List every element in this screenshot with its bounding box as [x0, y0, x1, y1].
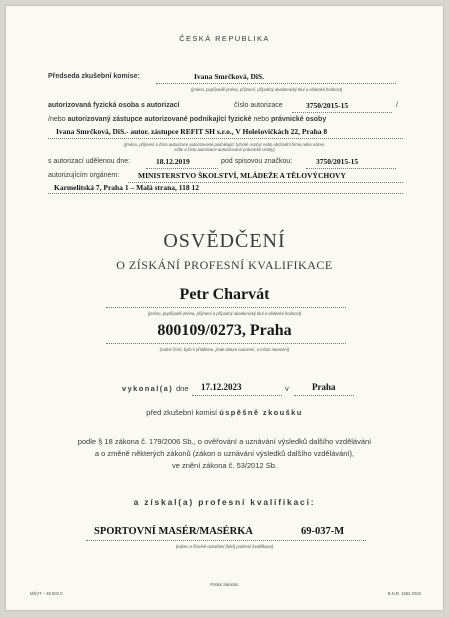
rep-part4: právnické osoby: [270, 116, 327, 123]
holder-id-hint: (rodné číslo, bylo-li přiděleno, jinak datum narození, a místo narození): [159, 347, 290, 352]
footer-left: MŠVT – 49 502 0: [30, 591, 63, 596]
exam-result-line: [6, 408, 443, 417]
exam-date: 17.12.2023: [201, 382, 242, 392]
representative-hint-2: sídlo a číslo autorizace autorizované právnické osoby): [174, 147, 275, 152]
authorized-person-label: autorizovaná fyzická osoba s autorizací: [48, 102, 180, 109]
auth-number: 3750/2015-15: [306, 101, 349, 110]
qualification-code: 69-037-M: [301, 526, 345, 537]
law-text-3: ve znění zákona č. 53/2012 Sb.: [171, 461, 278, 470]
exam-place: Praha: [312, 382, 336, 392]
law-text-1: podle § 18 zákona č. 179/2006 Sb., o ověřování a uznávání výsledků dalšího vzdělávání: [77, 437, 372, 446]
qualification-hint: (název a číselné označení (kód) profesní kvalifikace): [175, 544, 274, 549]
auth-number-label: číslo autorizace: [234, 102, 283, 109]
granted-label: s autorizací udělenou dne:: [48, 158, 131, 165]
authority-label: autorizujícím orgánem:: [48, 172, 120, 179]
holder-name: Petr Charvát: [179, 286, 270, 303]
holder-hint: (jméno, popřípadě jména, příjmení a případný akademický titul a vědecká hodnost): [147, 311, 302, 316]
representative-hint-1: (jméno, příjmení a číslo autorizace autorizované podnikající fyzické osoby/ nebo obchodní firma nebo název,: [124, 142, 325, 147]
holder-id: 800109/0273, Praha: [157, 322, 292, 339]
date-label: dne: [176, 384, 189, 393]
certificate-subtitle: O ZÍSKÁNÍ PROFESNÍ KVALIFIKACE: [116, 258, 333, 272]
law-text-2: a o změně některých zákonů (zákon o uznávání výsledků dalšího vzdělávání),: [94, 449, 355, 458]
country-header: ČESKÁ REPUBLIKA: [179, 34, 270, 43]
certificate-title: OSVĚDČENÍ: [163, 230, 286, 252]
rep-part2: autorizovaný zástupce autorizované podnikající fyzické: [67, 116, 252, 123]
place-label: v: [285, 384, 289, 393]
certificate-sheet: [6, 6, 443, 610]
result-text: úspěšně zkoušku: [219, 408, 303, 417]
chair-label: Předseda zkušební komise:: [48, 73, 140, 80]
granted-date: 18.12.2019: [156, 157, 190, 166]
file-number: 3750/2015-15: [316, 157, 359, 166]
rep-part1: /nebo: [48, 116, 66, 123]
rep-part3: nebo: [253, 116, 270, 123]
result-prefix: před zkušební komisí: [146, 408, 218, 417]
footer-right: B.N.R. 1552 2023: [387, 591, 421, 596]
chair-name: Ivana Smrčková, DiS.: [194, 72, 265, 81]
qualification-label: a získal(a) profesní kvalifikaci:: [133, 497, 316, 507]
representative-name: Ivana Smrčková, DiS.- autor. zástupce REFIT SH s.r.o., V Holešovičkách 22, Praha 8: [56, 127, 328, 136]
authority-address: Karmelitská 7, Praha 1 – Malá strana, 118 12: [54, 183, 199, 192]
qualification-name: SPORTOVNÍ MASÉR/MASÉRKA: [94, 526, 253, 537]
representative-label: [48, 116, 326, 123]
file-label: pod spisovou značkou:: [221, 158, 293, 165]
auth-slash: /: [396, 102, 398, 109]
chair-hint: (jméno, popřípadě jména, příjmení, případný akademický titul a vědecká hodnost): [191, 87, 343, 92]
performed-label: vykonal(a): [122, 384, 174, 393]
footer-center: Potisk zakázán: [210, 582, 239, 587]
authority-name: MINISTERSTVO ŠKOLSTVÍ, MLÁDEŽE A TĚLOVÝCHOVY: [138, 171, 346, 180]
